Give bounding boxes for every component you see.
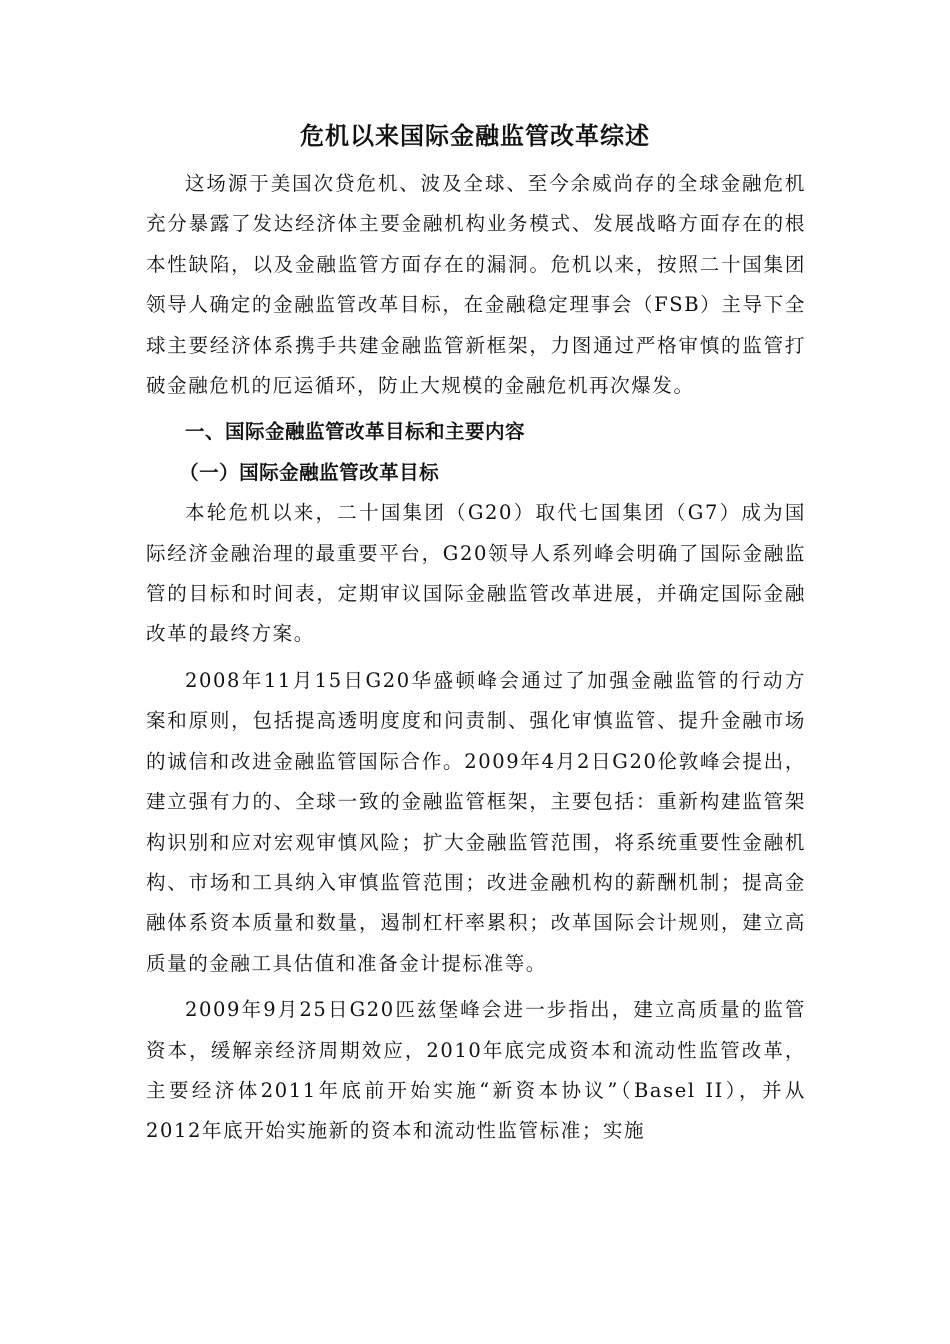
body-paragraph: 本轮危机以来，二十国集团（G20）取代七国集团（G7）成为国际经济金融治理的最重要平台，G20领导人系列峰会明确了国际金融监管的目标和时间表，定期审议国际金融监管改革进展，并确定国际金融改革的最终方案。 bbox=[146, 501, 806, 646]
intro-paragraph: 这场源于美国次贷危机、波及全球、至今余威尚存的全球金融危机充分暴露了发达经济体主要金融机构业务模式、发展战略方面存在的根本性缺陷，以及金融监管方面存在的漏洞。危机以来，按照二十国集团领导人确定的金融监管改革目标，在金融稳定理事会（FSB）主导下全球主要经济体系携手共建金融监管新框架，力图通过严格审慎的监管打破金融危机的厄运循环，防止大规模的金融危机再次爆发。 bbox=[146, 172, 806, 398]
document-body bbox=[146, 164, 806, 1152]
subsection-heading: （一）国际金融监管改革目标 bbox=[179, 460, 440, 484]
document-title: 危机以来国际金融监管改革综述 bbox=[300, 122, 650, 150]
section-heading: 一、国际金融监管改革目标和主要内容 bbox=[185, 420, 526, 444]
body-paragraph: 2008年11月15日G20华盛顿峰会通过了加强金融监管的行动方案和原则，包括提高透明度度和问责制、强化审慎监管、提升金融市场的诚信和改进金融监管国际合作。2009年4月2日G20伦敦峰会提出，建立强有力的、全球一致的金融监管框架，主要包括：重新构建监管架构识别和应对宏观审慎风险；扩大金融监管范围，将系统重要性金融机构、市场和工具纳入审慎监管范围；改进金融机构的薪酬机制；提高金融体系资本质量和数量，遏制杠杆率累积；改革国际会计规则，建立高质量的金融工具估值和准备金计提标准等。 bbox=[146, 668, 806, 975]
body-paragraph: 2009年9月25日G20匹兹堡峰会进一步指出，建立高质量的监管资本，缓解亲经济周期效应，2010年底完成资本和流动性监管改革，主要经济体2011年底前开始实施“新资本协议”（Basel II），并从2012年底开始实施新的资本和流动性监管标准；实施 bbox=[146, 998, 806, 1143]
